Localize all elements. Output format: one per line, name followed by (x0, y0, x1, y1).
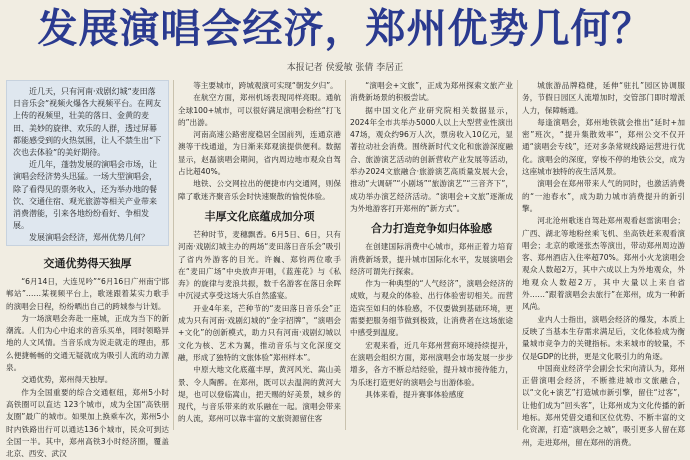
column-divider (173, 80, 174, 430)
lead-paragraph: 近几天，只有河南·戏剧幻城“麦田落日音乐会”视频火爆各大视频平台。在网友上传的视频里，壮美的落日、金黄的麦田、美妙的旋律、欢乐的人群，透过屏幕都能感受到的火热氛围，让人不禁生出“下次也去体验”的美好期待。 (13, 87, 162, 158)
paragraph: 在创建国际消费中心城市，郑州正着力培育消费新场景，提升城市国际化水平，发展演唱会经济可谓先行探索。 (350, 242, 513, 276)
paragraph: 中原大地文化底蕴丰厚，黄河风光、嵩山美景、令人陶醉。在郑州，既可以去温润的黄河大堤，也可以登临嵩山，把天赐的好美景，城乡的现代，与音乐带来的欢乐融在一起。演唱会带来的人流，郑州可以靠丰富的文旅资源留住客 (178, 365, 341, 424)
byline: 本报记者 侯爱敏 张倩 李居正 (286, 63, 404, 73)
paragraph: 等主要城市，跨城观演可实现“朝发夕归”。 (193, 81, 338, 90)
paragraph: 地铁、公交网拉出的便捷市内交通网，则保障了歌迷齐聚音乐会时快速聚散的愉悦体验。 (178, 179, 341, 201)
column-4 (522, 80, 685, 447)
section-heading-transport: 交通优势得天独厚 (43, 257, 132, 270)
paragraph: 为一场演唱会奔赴一座城，正成为当下的新潮流。人们为心中追求的音乐买单，同时领略异地的人文风情。当音乐成为说走就走的理由，那么便捷畅畅的交通无疑就成为吸引人流的动力源泉。 (6, 313, 169, 373)
headline: 发展演唱会经济，郑州优势几何？ (37, 6, 653, 52)
paragraph: 每逢演唱会，郑州地铁就会推出“延时+加密”班次，“提升集散效率”，郑州公交不仅开通“演唱会专线”，还对多条常规线路运营进行优化。演唱会的深度，穿梭不停的地铁公交，成为这座城市独特的夜生活风景。 (522, 117, 685, 177)
paragraph: “演唱会+文旅”，正成为郑州探索文旅产业消费新场景的积极尝试。 (350, 81, 513, 103)
paragraph: 交通优势，郑州得天独厚。 (21, 375, 113, 385)
column-1 (6, 250, 169, 459)
paragraph: 宏观来看，近几年郑州营商环境持续提升，在演唱会组织方面，郑州演唱会市场发展一步步增多，各方不断总结经验，提升城市接待能力，为乐迷打造更好的演唱会与出游体验。 (350, 340, 513, 387)
lead-paragraph: 近几年，蓬勃发展的演唱会市场，让演唱会经济势头迅猛。一场大型演唱会，除了看得见的票务收入，还为举办地的餐饮、交通住宿、观光旅游等相关产业带来消费潜能，引来各地纷纷看好、争相发展。 (13, 160, 157, 231)
section-heading-experience: 合力打造竞争如归体验感 (371, 222, 492, 236)
paragraph: 河南高速公路密度稳居全国前列，连通京港澳等干线通道，为日渐来郑观演提供便利。数据显示，赵磊演唱会期间，省内周边地市观众自驾占比超40%。 (178, 130, 341, 177)
paragraph: 芒种时节，麦穗飘香。6月5日、6日，只有河南·戏剧幻城主办的两场“麦田落日音乐会”吸引了省内外游客的目光。许巍、郑钧两位歌手在“麦田广场”中央放声开唱，《蓝莲花》与《私奔》的旋律与麦浪共振，数千名游客在落日余晖中沉浸式享受这场大乐自然盛宴。 (178, 229, 341, 301)
paragraph: 中国商业经济学会副会长宋向清认为，郑州正借演唱会经济，不断推进城市文旅融合，以“文化+演艺”打造城市新引擎，留住“过客”，让他们成为“回头客”，让郑州成为文化传播的新地标。郑州凭借交通和区位优势、不断丰富的文化资源，打造“演唱会之城”，吸引更多人留在郑州，走进郑州，留在郑州的消费。 (522, 363, 685, 447)
paragraph: 具体来看，提升赛事体验感度 (365, 389, 464, 399)
paragraph: 作为一种典型的“人气经济”，演唱会经济的成败，与观众的体验、出行体验密切相关。而营造宾至如归的体验感，不仅要做到基础环境，更需要把服务细节做到极致，让消费者在这场旅途中感受到温度。 (350, 279, 513, 338)
column-3 (350, 80, 513, 430)
column-divider (345, 80, 346, 430)
lead-paragraph: 发展演唱会经济，郑州优势几何？ (29, 233, 149, 243)
paragraph: 作为全国重要的综合交通枢纽，郑州5小时高铁圈可以直达 123个城市，成为全国“高铁朋友圈”最广的城市。如果加上换乘车次，郑州5小时内铁路出行可以通达136个城市，民众可到达全国一半。其中，郑州高铁3小时经济圈，覆盖北京、西安、武汉 (6, 387, 169, 459)
column-divider (517, 80, 518, 430)
paragraph: 城旅游品牌稳健，延伸“驻扎”园区协调服务，节假日园区人流增加时，交管部门即时增派人力，保障畅通。 (522, 81, 685, 115)
paragraph: “6月14日，大连见吟”“6月16日广州南宁邯郸站”……某视频平台上，歌迷跟着某实力歌手的演唱会日程，纷纷晒出自己的跨城参与计划。 (6, 277, 169, 311)
paragraph: 在航空方面，郑州机场表现同样亮眼。通航全球100+城市，可以很好满足演唱会粉丝“打飞的”出游。 (178, 93, 341, 127)
paragraph: 演唱会在郑州带来人气的同时，也激活消费的“一池春水”，成为助力城市消费提升的新引擎。 (522, 179, 685, 213)
paragraph: 河北沧州歌迷自驾赴郑州观看赵雷演唱会；广西、湖北等地粉丝乘飞机、坐高铁赶来观看演唱会；北京的歌迷张杰等演出，带动郑州周边游客、郑州酒店入住率超70%。郑州小火龙演唱会观众人数超2万，其中六成以上为外地观众，外地观众人数超2万，其中大量以上来自省外……“跟着演唱会去旅行”在郑州，成为一种新风尚。 (522, 216, 685, 312)
section-heading-culture: 丰厚文化底蕴成加分项 (204, 209, 315, 223)
paragraph: 开业4年来，芒种节的“麦田落日音乐会”正成为只有河南·戏剧幻城的“金字招牌”，“演唱会+文化”的创新模式，助力只有河南·戏剧幻城以文化为核、艺术为翼，推动音乐与文化深度交融，形成了独特的文旅体验“郑州样本”。 (178, 303, 341, 362)
lead-box (6, 80, 169, 246)
column-2 (178, 80, 341, 430)
paragraph: 业内人士指出，演唱会经济的爆发，本质上反映了当基本生存需求满足后，文化体验成为衡量城市竞争力的关键指标。未来城市的较量，不仅是GDP的比拼，更是文化吸引力的角逐。 (522, 314, 685, 361)
paragraph: 据中国文化产业研究院相关数据显示，2024年全市共举办5000人以上大型营业性演出47场，观众约96万人次，票房收入10亿元，显著拉动社会消费。围绕新时代文化和旅游深度融合、旅游演艺活动的创新营收产业发展等活动，举办2024文旅融合·旅游演艺高质量发展大会，推动“大调研”“小剧场”“旅游演艺”“三音齐下”，成功举办演艺经济活动。“演唱会+文旅”逐渐成为外地游客打开郑州的“新方式”。 (350, 105, 513, 213)
